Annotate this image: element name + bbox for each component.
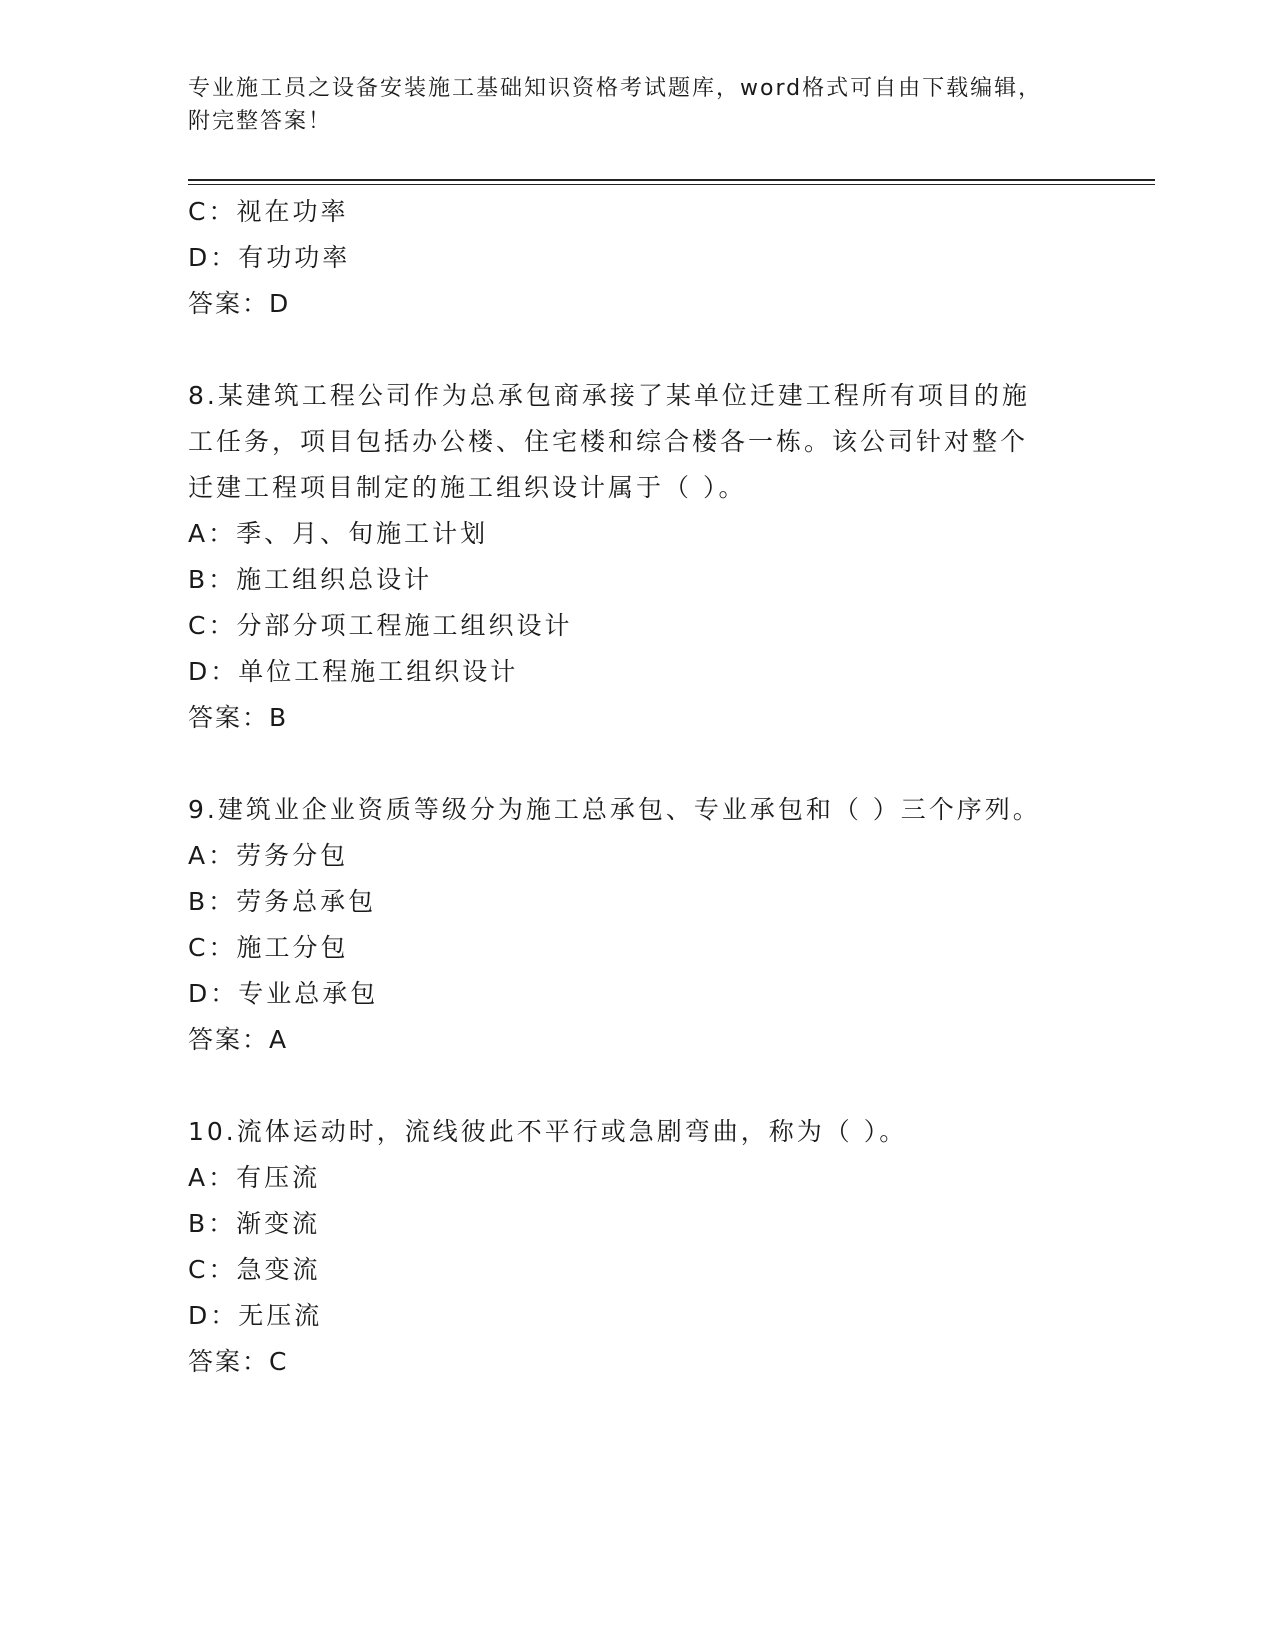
question-text-line: 工任务，项目包括办公楼、住宅楼和综合楼各一栋。该公司针对整个 [188,427,1029,456]
option-d: D：专业总承包 [188,979,379,1008]
question-10 [188,1109,1088,1385]
question-8 [188,373,1088,741]
answer: 答案：A [188,1025,289,1054]
answer: 答案：B [188,703,289,732]
header-rule-thin [188,184,1155,185]
question-text-line: 迁建工程项目制定的施工组织设计属于（ ）。 [188,473,747,502]
header-line-1: 专业施工员之设备安装施工基础知识资格考试题库，word格式可自由下载编辑， [188,76,1043,101]
question-7-tail [188,189,1088,327]
spacer [188,741,1088,787]
answer: 答案：C [188,1347,289,1376]
question-text-line: 10.流体运动时，流线彼此不平行或急剧弯曲，称为（ ）。 [188,1117,908,1146]
option-c: C：分部分项工程施工组织设计 [188,611,573,640]
header-line-2: 附完整答案！ [188,109,333,134]
header-rule-thick [188,179,1155,181]
option-a: A：有压流 [188,1163,321,1192]
option-d: D：有功功率 [188,243,351,272]
question-text-line: 8.某建筑工程公司作为总承包商承接了某单位迁建工程所有项目的施 [188,381,1030,410]
option-b: B：劳务总承包 [188,887,377,916]
option-d: D：无压流 [188,1301,323,1330]
option-b: B：渐变流 [188,1209,321,1238]
spacer [188,327,1088,373]
option-b: B：施工组织总设计 [188,565,433,594]
option-a: A：季、月、旬施工计划 [188,519,489,548]
option-c: C：急变流 [188,1255,321,1284]
option-d: D：单位工程施工组织设计 [188,657,519,686]
spacer [188,1063,1088,1109]
question-list [188,189,1088,1385]
option-c: C：施工分包 [188,933,349,962]
question-9 [188,787,1088,1063]
option-c: C：视在功率 [188,197,349,226]
document-header [188,72,1088,138]
answer: 答案：D [188,289,291,318]
option-a: A：劳务分包 [188,841,349,870]
question-text-line: 9.建筑业企业资质等级分为施工总承包、专业承包和（ ）三个序列。 [188,795,1041,824]
